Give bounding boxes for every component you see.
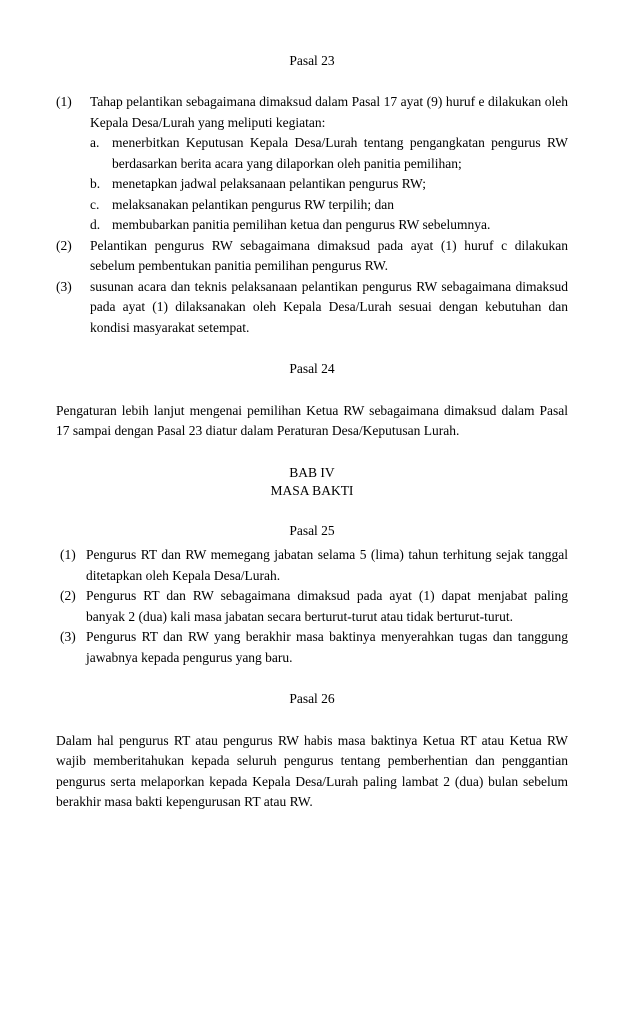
section-heading-pasal-23: Pasal 23: [289, 53, 335, 68]
list-item: [60, 545, 568, 586]
section-heading-pasal-24: Pasal 24: [289, 361, 335, 377]
list-item-number: (1): [56, 94, 72, 110]
list-item-number: (2): [60, 588, 76, 604]
list-item-number: (3): [60, 629, 76, 645]
sub-list-item-text: menetapkan jadwal pelaksanaan pelantikan pengurus RW;: [112, 176, 427, 192]
list-item-text: Tahap pelantikan sebagaimana dimaksud dalam Pasal 17 ayat (9) huruf e dilakukan oleh Kepala Desa/Lurah yang meliputi kegiatan:: [90, 94, 568, 130]
list-item: [56, 236, 568, 277]
sub-list-item: [56, 195, 568, 216]
section-heading-pasal-26: Pasal 26: [289, 691, 335, 707]
list-item-text: Pengurus RT dan RW memegang jabatan selama 5 (lima) tahun terhitung sejak tanggal ditetapkan oleh Kepala Desa/Lurah.: [86, 547, 568, 583]
sub-list-item-text: menerbitkan Keputusan Kepala Desa/Lurah tentang pengangkatan pengurus RW berdasarkan berita acara yang dilaporkan oleh panitia pemilihan;: [112, 135, 568, 171]
list-item-number: (1): [60, 547, 76, 563]
sub-list-item: [56, 133, 568, 174]
pasal-23-sublist: [56, 133, 568, 236]
section-heading-pasal-25: Pasal 25: [289, 523, 335, 539]
section-heading-bab-iv: BAB IV: [289, 464, 335, 480]
list-item-text: Pengurus RT dan RW sebagaimana dimaksud pada ayat (1) dapat menjabat paling banyak 2 (dua) kali masa jabatan secara berturut-turut atau tidak berturut-turut.: [86, 588, 568, 624]
list-item: [56, 277, 568, 339]
list-item-text: Pelantikan pengurus RW sebagaimana dimaksud pada ayat (1) huruf c dilakukan sebelum pembentukan panitia pemilihan pengurus RW.: [90, 237, 568, 274]
list-item-text: susunan acara dan teknis pelaksanaan pelantikan pengurus RW sebagaimana dimaksud pada ayat (1) dilaksanakan oleh Kepala Desa/Lurah sesuai dengan kebutuhan dan kondisi masyarakat setempat.: [90, 278, 568, 335]
list-item: [56, 92, 568, 133]
sub-list-item-text: melaksanakan pelantikan pengurus RW terpilih; dan: [112, 196, 395, 212]
list-item-text: Pengurus RT dan RW yang berakhir masa baktinya menyerahkan tugas dan tanggung jawabnya kepada pengurus yang baru.: [86, 629, 568, 665]
section-subheading-masa-bakti: MASA BAKTI: [270, 482, 354, 498]
pasal-26-paragraph: Dalam hal pengurus RT atau pengurus RW habis masa baktinya Ketua RT atau Ketua RW wajib memberitahukan kepada seluruh pengurus tentang pemberhentian dan penggantian pengurus serta melaporkan kepada Kepala Desa/Lurah paling lambat 2 (dua) bulan sebelum berakhir masa bakti kepengurusan RT atau RW.: [56, 732, 568, 810]
sub-list-item-number: b.: [90, 176, 101, 192]
sub-list-item-number: a.: [90, 135, 100, 151]
list-item-number: (2): [56, 237, 72, 253]
sub-list-item: [56, 215, 568, 236]
pasal-23-list: [56, 92, 568, 338]
sub-list-item-number: c.: [90, 196, 100, 212]
sub-list-item-number: d.: [90, 217, 101, 233]
list-item: [60, 586, 568, 627]
sub-list-item: [56, 174, 568, 195]
pasal-24-paragraph: Pengaturan lebih lanjut mengenai pemilihan Ketua RW sebagaimana dimaksud dalam Pasal 17 sampai dengan Pasal 23 diatur dalam Peraturan Desa/Keputusan Lurah.: [56, 402, 568, 439]
list-item: [60, 627, 568, 668]
list-item-number: (3): [56, 278, 72, 294]
sub-list-item-text: membubarkan panitia pemilihan ketua dan pengurus RW sebelumnya.: [112, 217, 491, 233]
pasal-25-list: [56, 545, 568, 668]
